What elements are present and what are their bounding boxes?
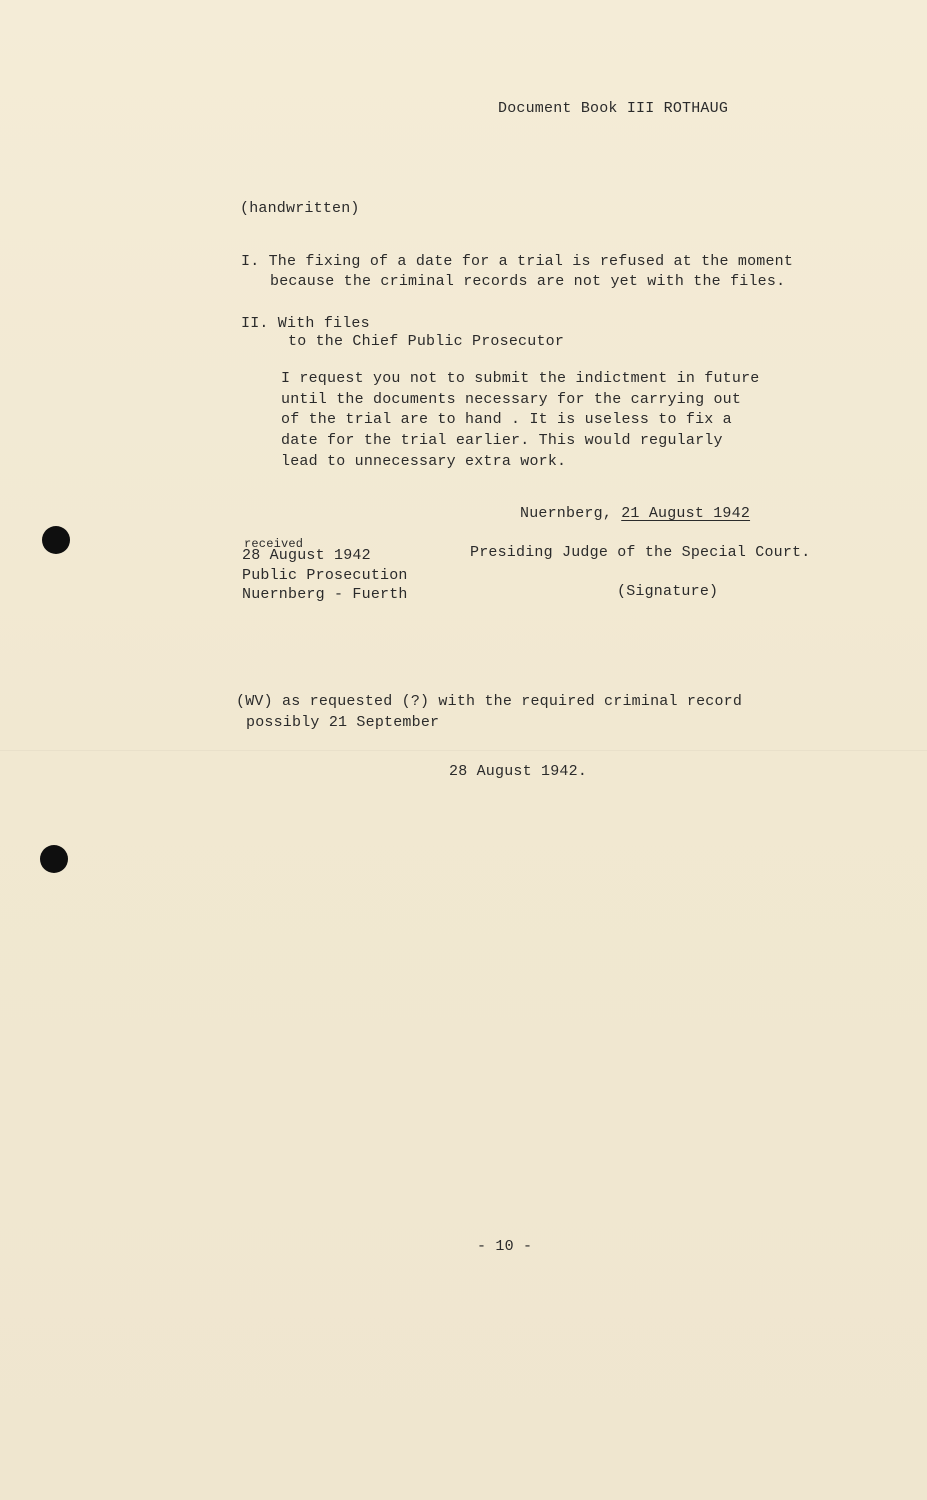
request-line3: of the trial are to hand . It is useless to fix a bbox=[281, 411, 732, 428]
note-line1: (WV) as requested (?) with the required criminal record bbox=[236, 693, 743, 710]
handwritten-note: (handwritten) bbox=[240, 200, 360, 217]
punch-hole-bottom bbox=[40, 845, 68, 873]
note-line2: possibly 21 September bbox=[246, 714, 440, 731]
signature: (Signature) bbox=[617, 583, 719, 600]
item2-line2: to the Chief Public Prosecutor bbox=[288, 333, 565, 350]
page-number: - 10 - bbox=[477, 1238, 533, 1255]
request-line2: until the documents necessary for the carrying out bbox=[281, 391, 742, 408]
document-header: Document Book III ROTHAUG bbox=[498, 100, 729, 117]
item1-line1: I. The fixing of a date for a trial is refused at the moment bbox=[241, 253, 794, 270]
item2-line1: II. With files bbox=[241, 315, 370, 332]
page-fold bbox=[0, 750, 927, 751]
request-line5: lead to unnecessary extra work. bbox=[281, 453, 567, 470]
received-label: received bbox=[244, 537, 304, 551]
note-date: 28 August 1942. bbox=[449, 763, 588, 780]
request-line1: I request you not to submit the indictment in future bbox=[281, 370, 760, 387]
judge-title: Presiding Judge of the Special Court. bbox=[470, 544, 811, 561]
received-office-line1: Public Prosecution bbox=[242, 567, 408, 584]
item1-line2: because the criminal records are not yet with the files. bbox=[270, 273, 786, 290]
place-label: Nuernberg, bbox=[520, 505, 622, 522]
place-and-date bbox=[520, 505, 750, 523]
signing-date: 21 August 1942 bbox=[621, 505, 751, 522]
punch-hole-top bbox=[42, 526, 70, 554]
received-office-line2: Nuernberg - Fuerth bbox=[242, 586, 408, 603]
received-date: 28 August 1942 bbox=[242, 547, 371, 564]
request-line4: date for the trial earlier. This would regularly bbox=[281, 432, 723, 449]
